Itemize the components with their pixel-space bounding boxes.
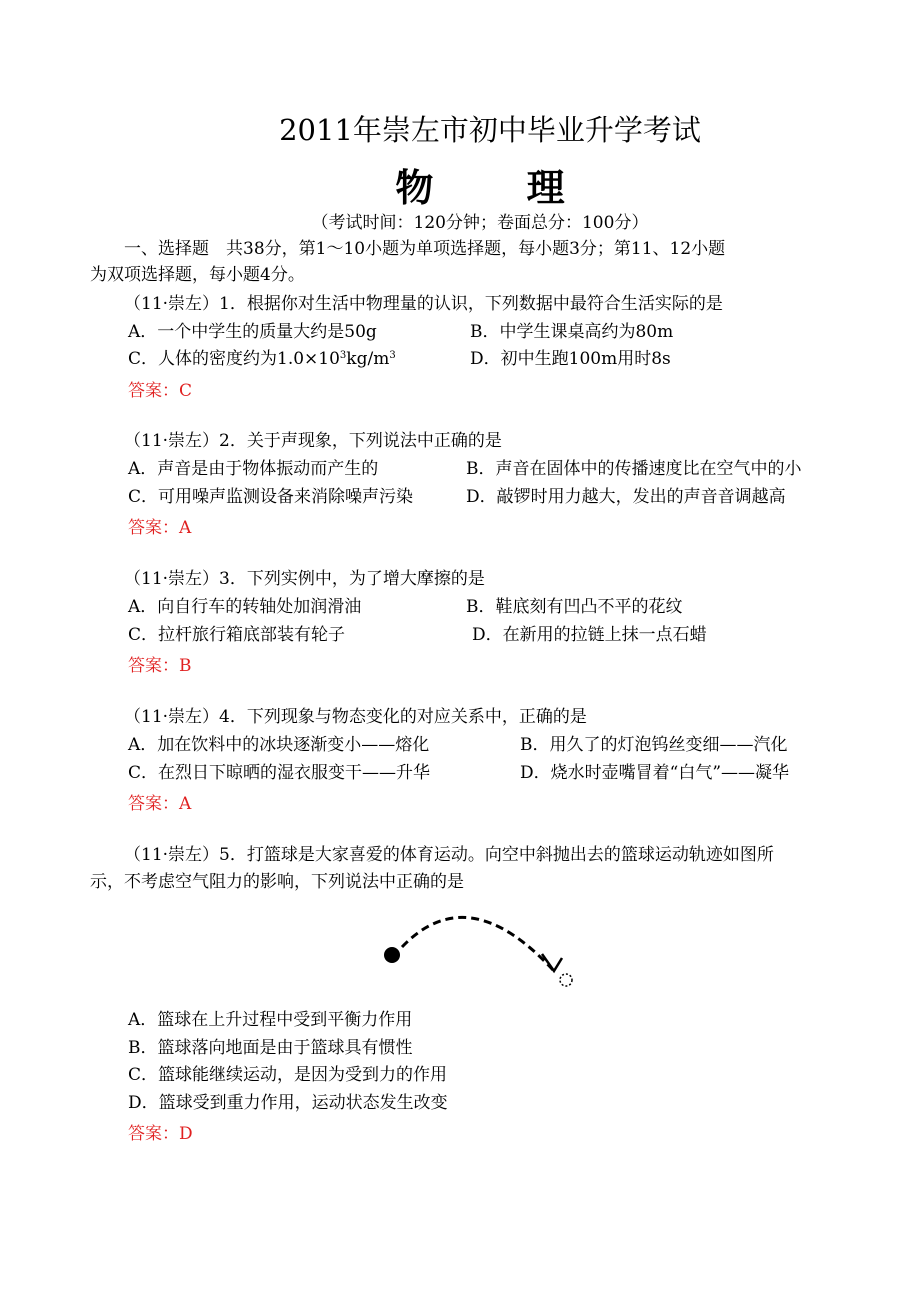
question-4-option-a: A．加在饮料中的冰块逐渐变小——熔化: [128, 735, 430, 755]
question-3-stem: （11·崇左）3．下列实例中，为了增大摩擦的是: [124, 569, 485, 589]
question-1-stem: （11·崇左）1．根据你对生活中物理量的认识，下列数据中最符合生活实际的是: [124, 294, 723, 314]
question-5-option-d: D．篮球受到重力作用，运动状态发生改变: [128, 1093, 448, 1113]
question-2-answer: 答案：A: [128, 518, 192, 538]
question-5-option-c: C．篮球能继续运动，是因为受到力的作用: [128, 1065, 448, 1085]
question-2-option-a: A．声音是由于物体振动而产生的: [128, 459, 379, 479]
subject-title: 物 理: [395, 165, 605, 210]
question-4-answer: 答案：A: [128, 794, 192, 814]
arrow-head-icon: [542, 954, 562, 971]
basketball-trajectory-figure: [378, 898, 578, 998]
exam-info: （考试时间：120分钟；卷面总分：100分）: [311, 213, 649, 233]
question-4-option-d: D．烧水时壶嘴冒着“白气”——凝华: [520, 763, 790, 783]
question-2-option-b: B．声音在固体中的传播速度比在空气中的小: [466, 459, 802, 479]
question-3-option-b: B．鞋底刻有凹凸不平的花纹: [466, 597, 683, 617]
trajectory-path: [402, 917, 553, 970]
section-intro-line1: 一、选择题 共38分，第1～10小题为单项选择题，每小题3分；第11、12小题: [124, 239, 726, 259]
question-1-option-b: B．中学生课桌高约为80m: [470, 322, 674, 342]
question-5-stem-line2: 示，不考虑空气阻力的影响，下列说法中正确的是: [90, 872, 464, 892]
question-1-option-c-text: C．人体的密度约为1.0×10: [128, 349, 340, 369]
landing-ball-outline-icon: [560, 974, 572, 986]
question-3-answer: 答案：B: [128, 656, 192, 676]
basketball-icon: [384, 947, 400, 963]
question-4-option-b: B．用久了的灯泡钨丝变细——汽化: [520, 735, 788, 755]
question-2-option-d: D．敲锣时用力越大，发出的声音音调越高: [466, 487, 786, 507]
unit-text: kg/m: [346, 349, 390, 369]
superscript: 3: [339, 350, 347, 361]
question-1-option-a: A．一个中学生的质量大约是50g: [128, 322, 377, 342]
question-3-option-a: A．向自行车的转轴处加润滑油: [128, 597, 362, 617]
question-2-option-c: C．可用噪声监测设备来消除噪声污染: [128, 487, 414, 507]
section-intro-line2: 为双项选择题，每小题4分。: [90, 265, 305, 285]
question-5-option-b: B．篮球落向地面是由于篮球具有惯性: [128, 1038, 413, 1058]
exam-title: 2011年崇左市初中毕业升学考试: [279, 113, 701, 147]
question-3-option-c: C．拉杆旅行箱底部装有轮子: [128, 625, 346, 645]
question-4-stem: （11·崇左）4．下列现象与物态变化的对应关系中，正确的是: [124, 707, 587, 727]
question-5-option-a: A．篮球在上升过程中受到平衡力作用: [128, 1010, 413, 1030]
question-2-stem: （11·崇左）2．关于声现象，下列说法中正确的是: [124, 431, 502, 451]
question-1-answer: 答案：C: [128, 381, 193, 401]
question-1-option-c: [128, 346, 396, 372]
superscript: 3: [389, 350, 396, 361]
question-5-stem-line1: （11·崇左）5．打篮球是大家喜爱的体育运动。向空中斜抛出去的篮球运动轨迹如图所: [124, 845, 774, 865]
question-1-option-d: D．初中生跑100m用时8s: [470, 349, 671, 369]
question-3-option-d: D．在新用的拉链上抹一点石蜡: [472, 625, 707, 645]
question-4-option-c: C．在烈日下晾晒的湿衣服变干——升华: [128, 763, 431, 783]
question-5-answer: 答案：D: [128, 1124, 193, 1144]
